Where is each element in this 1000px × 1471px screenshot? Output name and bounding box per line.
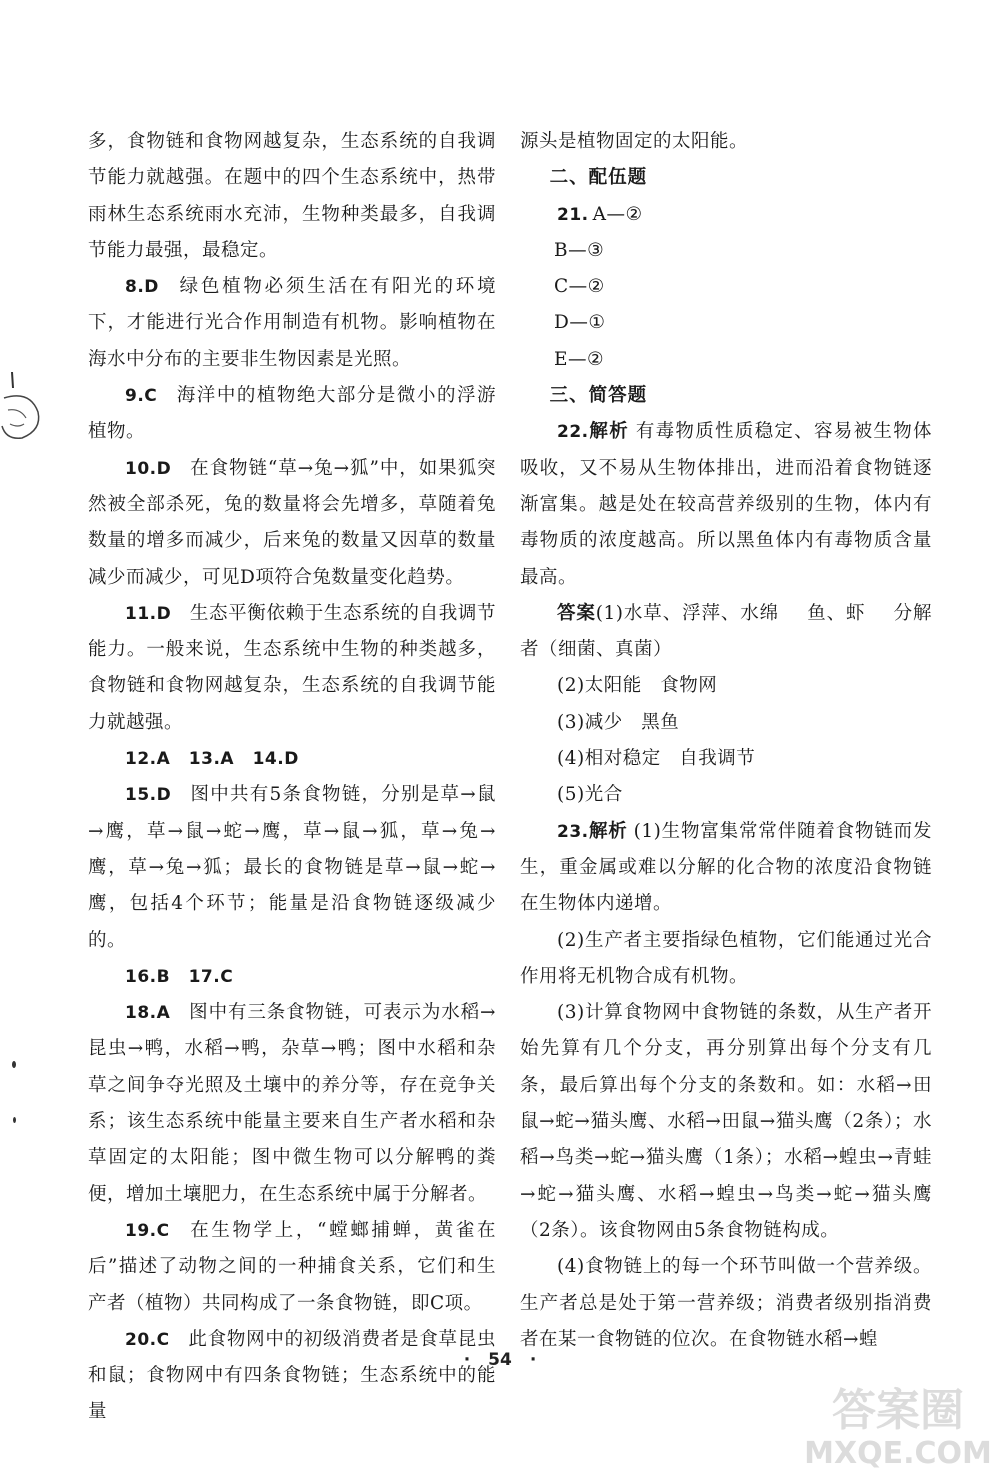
page-number <box>0 1350 1000 1370</box>
question-number: 20. <box>125 1329 157 1350</box>
analysis-label: 解析 <box>588 421 630 443</box>
answer-23-part-3: (3)计算食物网中食物链的条数，从生产者开始先算有几个分支，再分别算出每个分支有几条，最后算出每个分支的条数和。如：水稻→田鼠→蛇→猫头鹰、水稻→田鼠→猫头鹰（2条）；水稻→鸟类→蛇→猫头鹰（1条）；水稻→蝗虫→青蛙→蛇→猫头鹰、水稻→蝗虫→鸟类→蛇→猫头鹰（2条）。该食物网由5条食物链构成。 <box>520 1002 932 1241</box>
explanation: 图中共有5条食物链，分别是草→鼠→鹰，草→鼠→蛇→鹰，草→鼠→狐，草→兔→鹰，草→兔→狐；最长的食物链是草→鼠→蛇→鹰，包括4个环节；能量是沿食物链逐级减少的。 <box>88 784 496 951</box>
explanation: 有毒物质性质稳定、容易被生物体吸收，又不易从生物体排出，进而沿着食物链逐渐富集。越是处在较高营养级别的生物，体内有毒物质的浓度越高。所以黑鱼体内有毒物质含量最高。 <box>520 421 932 588</box>
page-number-dot: · <box>463 1350 471 1370</box>
explanation: 绿色植物必须生活在有阳光的环境下，才能进行光合作用制造有机物。影响植物在海水中分布的主要非生物因素是光照。 <box>88 276 496 370</box>
question-number: 11. <box>125 603 157 624</box>
answer-letter: D <box>156 458 172 479</box>
answer-item-11 <box>88 596 496 741</box>
answer-22-part-2 <box>520 668 932 704</box>
explanation: 海洋中的植物绝大部分是微小的浮游植物。 <box>88 385 496 443</box>
answer-letter: D <box>284 749 299 770</box>
question-number: 15. <box>125 785 157 806</box>
binding-mark-icon <box>0 368 46 464</box>
answer-text: 食物网 <box>660 675 718 697</box>
answer-letter: A <box>156 1003 171 1024</box>
part-number: (2) <box>557 675 585 697</box>
answer-22-part-4 <box>520 741 932 777</box>
match-pair: C—② <box>554 276 605 298</box>
match-pair: B—③ <box>554 239 605 261</box>
section-heading-short-answer: 三、简答题 <box>549 385 648 407</box>
answer-text: 自我调节 <box>679 748 756 770</box>
answer-item-15 <box>88 777 496 958</box>
explanation: 生态平衡依赖于生态系统的自我调节能力。一般来说，生态系统中生物的种类越多，食物链和食物网越复杂，生态系统的自我调节能力就越强。 <box>88 602 496 733</box>
answer-letter: C <box>144 386 158 407</box>
match-pair: E—② <box>554 348 605 370</box>
answer-letter: B <box>156 966 171 987</box>
question-number: 19. <box>125 1220 157 1241</box>
section-heading-matching: 二、配伍题 <box>549 167 648 189</box>
scan-speck <box>12 1061 16 1068</box>
part-number: (1) <box>595 602 624 624</box>
question-number: 9. <box>125 386 145 407</box>
explanation: (1)生物富集常常伴随着食物链而发生，重金属或难以分解的化合物的浓度沿食物链在生物体内递增。 <box>520 820 932 915</box>
answer-letter: C <box>220 966 234 987</box>
answer-text: 鱼、虾 <box>806 602 866 624</box>
question-number: 18. <box>125 1003 157 1024</box>
watermark-logo <box>780 1379 1000 1471</box>
answer-item-19 <box>88 1213 496 1322</box>
question-number: 14. <box>252 749 285 770</box>
q7-continuation: 多，食物链和食物网越复杂，生态系统的自我调节能力就越强。在题中的四个生态系统中，热带雨林生态系统雨水充沛，生物种类最多，自我调节能力最强，最稳定。 <box>88 131 496 261</box>
answer-items-12-14 <box>88 741 496 777</box>
answer-item-9 <box>88 378 496 451</box>
page-number-value: 54 <box>488 1350 512 1370</box>
answer-letter: C <box>156 1220 170 1241</box>
answer-text: 黑鱼 <box>641 711 680 733</box>
question-number: 22. <box>557 422 589 443</box>
match-pair: D—① <box>554 312 606 334</box>
answer-text: 太阳能 <box>584 675 642 697</box>
answer-23-part-4: (4)食物链上的每一个环节叫做一个营养级。生产者总是处于第一营养级；消费者级别指消费者在某一食物链的位次。在食物链水稻→蝗 <box>520 1256 932 1350</box>
answer-item-20 <box>88 1322 496 1431</box>
answer-item-21 <box>520 197 932 233</box>
answer-text: 分解者（细菌、真菌） <box>520 602 932 661</box>
left-column <box>88 124 496 1431</box>
explanation: 图中有三条食物链，可表示为水稻→昆虫→鸭，水稻→鸭，杂草→鸭；图中水稻和杂草之间争夺光照及土壤中的养分等，存在竞争关系；该生态系统中能量主要来自生产者水稻和杂草固定的太阳能；图中微生物可以分解鸭的粪便，增加土壤肥力，在生态系统中属于分解者。 <box>88 1002 496 1205</box>
answer-item-22 <box>520 414 932 595</box>
explanation: 此食物网中的初级消费者是食草昆虫和鼠；食物网中有四条食物链；生态系统中的能量 <box>88 1328 496 1423</box>
question-number: 13. <box>188 749 221 770</box>
answer-letter: A <box>156 749 171 770</box>
answer-item-10 <box>88 451 496 596</box>
q20-continuation: 源头是植物固定的太阳能。 <box>520 131 749 152</box>
right-column <box>520 124 932 1358</box>
scan-speck <box>13 1117 16 1123</box>
answer-23-part-2: (2)生产者主要指绿色植物，它们能通过光合作用将无机物合成有机物。 <box>520 929 932 987</box>
answer-items-16-17 <box>88 959 496 995</box>
answer-letter: D <box>144 277 159 298</box>
answer-item-8 <box>88 269 496 378</box>
answer-text: 水草、浮萍、水绵 <box>623 602 780 624</box>
analysis-label: 解析 <box>588 820 628 842</box>
answer-letter: D <box>156 785 172 806</box>
answer-item-18 <box>88 995 496 1213</box>
answer-letter: D <box>156 603 172 624</box>
answer-item-23 <box>520 814 932 923</box>
answer-22-part-5: (5)光合 <box>557 784 623 806</box>
explanation: 在生物学上，“螳螂捕蝉，黄雀在后”描述了动物之间的一种捕食关系，它们和生产者（植物）共同构成了一条食物链，即C项。 <box>88 1219 496 1314</box>
answer-letter: C <box>156 1329 170 1350</box>
explanation: 在食物链“草→兔→狐”中，如果狐突然被全部杀死，兔的数量将会先增多，草随着兔数量的增多而减少，后来兔的数量又因草的数量减少而减少，可见D项符合兔数量变化趋势。 <box>88 457 496 588</box>
question-number: 16. <box>125 966 157 987</box>
answer-text: 减少 <box>584 711 623 733</box>
watermark-logo-text: 答案圈 <box>832 1385 964 1436</box>
answer-text: 相对稳定 <box>584 748 661 770</box>
watermark-url: MXQE.COM <box>804 1436 992 1471</box>
question-number: 17. <box>188 966 221 987</box>
question-number: 21. <box>557 204 589 225</box>
answer-letter: A <box>220 749 235 770</box>
question-number: 23. <box>557 821 589 842</box>
answer-22-part-3 <box>520 705 932 741</box>
question-number: 10. <box>125 458 157 479</box>
question-number: 8. <box>125 277 145 298</box>
match-pair: A—② <box>592 203 643 225</box>
question-number: 12. <box>125 749 157 770</box>
part-number: (3) <box>557 711 585 733</box>
answer-22-part-1 <box>520 596 932 669</box>
page-number-dot: · <box>529 1350 537 1370</box>
answer-label: 答案 <box>557 602 596 624</box>
part-number: (4) <box>557 748 585 770</box>
